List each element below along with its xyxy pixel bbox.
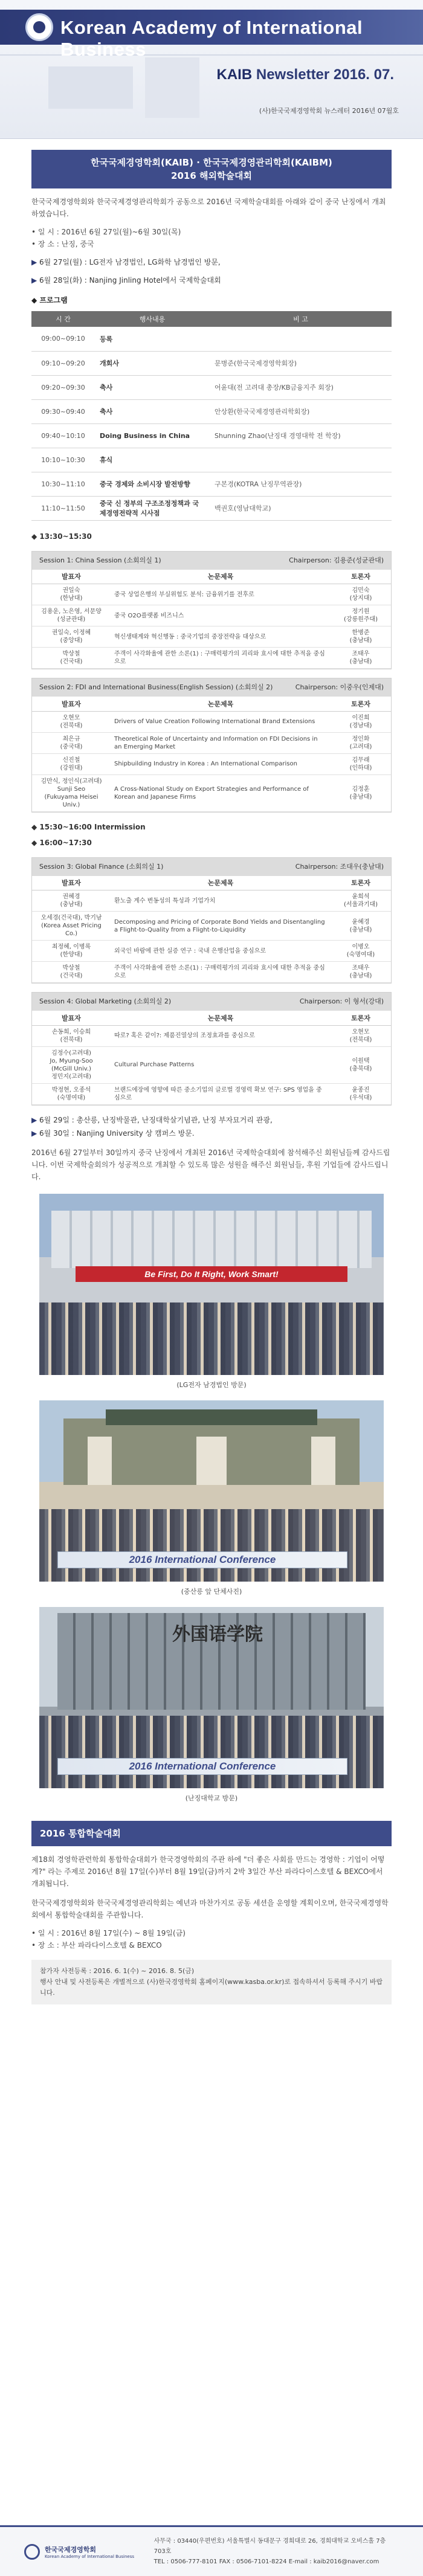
sessions-group-a [31, 551, 392, 813]
section2-intro2: 한국국제경영학회와 한국국제경영관리학회는 예년과 마찬가지로 공동 세션을 운영할 계획이오며, 한국국제경영학회에서 통합학술대회를 주관합니다. [31, 1898, 389, 1919]
session-paper: 주객이 사각화율에 관한 소론(1) : 구매력평가의 괴리와 효시에 대한 추적을 중심으로 [111, 648, 331, 669]
kaib-label: KAIB [216, 66, 253, 83]
session-discussant: 오현모 (전북대) [331, 1025, 391, 1046]
session-presenter: 최은규 (중국대) [32, 732, 111, 753]
footer [0, 2525, 423, 2576]
session-presenter: 김만식, 정인식(고려대) Sunji Seo (Fukuyama Heisei Univ.) [32, 774, 111, 811]
session-row [32, 1046, 391, 1083]
program-note [210, 448, 392, 472]
session-row [32, 648, 391, 669]
day1-text: 6월 27일(월) : LG전자 남경법인, LG화학 남경법인 방문, [39, 258, 221, 266]
program-heading: ◆ 프로그램 [31, 296, 68, 304]
program-time: 09:30~09:40 [31, 399, 95, 423]
session-paper: 따로? 혹은 같이?: 제품진열상의 조정효과를 중심으로 [111, 1025, 331, 1046]
program-time: 09:00~09:10 [31, 327, 95, 351]
program-body [31, 327, 392, 520]
session-title: Session 1: China Session (소회의실 1) [39, 556, 161, 564]
program-note: 구본경(KOTRA 난징무역관장) [210, 472, 392, 496]
program-row [31, 399, 392, 423]
session-presenter: 신진철 (강원대) [32, 753, 111, 774]
session-header [32, 858, 391, 876]
program-header-row [31, 311, 392, 327]
session-row [32, 941, 391, 962]
program-event: 축사 [95, 399, 210, 423]
program-row [31, 472, 392, 496]
newsletter-header [0, 0, 423, 139]
program-time: 09:10~09:20 [31, 351, 95, 375]
section1-title-line2: 2016 해외학술대회 [171, 170, 252, 181]
late-time-line: ◆ 16:00~17:30 [31, 838, 92, 847]
group-people [39, 1509, 384, 1582]
session-paper: 외국인 바람에 관한 실증 연구 : 국내 은행산업을 중심으로 [111, 941, 331, 962]
photo3-banner: 2016 International Conference [57, 1758, 347, 1775]
program-time: 09:20~09:30 [31, 375, 95, 399]
photo1-sign: Be First, Do It Right, Work Smart! [76, 1266, 347, 1282]
program-time: 11:10~11:50 [31, 496, 95, 520]
academy-logo [25, 13, 53, 41]
photo-nanjing-university [39, 1607, 384, 1788]
program-event: 개회사 [95, 351, 210, 375]
session-row [32, 1025, 391, 1046]
session-col-header: 토론자 [331, 1011, 391, 1025]
session-paper: 주객이 사각화율에 관한 소론(1) : 구매력평가의 괴리와 효시에 대한 추적을 중심으로 [111, 962, 331, 983]
session-chair: Chairperson: 김용준(성균관대) [289, 556, 384, 564]
session-paper: Decomposing and Pricing of Corporate Bond Yields and Disentangling a Flight-to-Quality from a Flight-to-Liquidity [111, 912, 331, 941]
session-row [32, 626, 391, 648]
session-header [32, 552, 391, 570]
session-col-header: 발표자 [32, 1011, 111, 1025]
section1-title-line1: 한국국제경영학회(KAIB) · 한국국제경영관리학회(KAIBM) [91, 157, 332, 168]
session-discussant: 조태우 (충남대) [331, 648, 391, 669]
program-note: 안상환(한국국제경영관리학회장) [210, 399, 392, 423]
header-title: Korean Academy of International Business [60, 17, 363, 60]
day2-text: 6월 28일(화) : Nanjing Jinling Hotel에서 국제학술대회 [39, 276, 221, 285]
afternoon-time: 13:30~15:30 [39, 532, 92, 541]
footer-org-en: Korean Academy of International Business [45, 2554, 134, 2559]
program-event: 축사 [95, 375, 210, 399]
session-discussant: 김무래 (인하대) [331, 753, 391, 774]
session-presenter: 오세경(건국대), 박기남 (Korea Asset Pricing Co.) [32, 912, 111, 941]
day3-text: 6월 29일 : 총산릉, 난징박물관, 난징대학살기념관, 난징 부자묘거리 관광, [39, 1115, 273, 1124]
session-discussant: 한병준 (충남대) [331, 626, 391, 648]
session-paper: Theoretical Role of Uncertainty and Information on FDI Decisions in an Emerging Market [111, 732, 331, 753]
session-col-header: 논문제목 [111, 697, 331, 711]
session-title: Session 4: Global Marketing (소회의실 2) [39, 997, 172, 1005]
session-chair: Chairperson: 이중우(인제대) [295, 683, 384, 691]
newsletter-label: Newsletter 2016. 07. [256, 66, 394, 83]
session-discussant: 조태우 (충남대) [331, 962, 391, 983]
day3-line [31, 1114, 392, 1126]
program-event: Doing Business in China [95, 423, 210, 448]
session-header-row [32, 697, 391, 711]
session-col-header: 토론자 [331, 697, 391, 711]
day4-text: 6월 30일 : Nanjing University 상 캠퍼스 방문. [39, 1129, 195, 1138]
session-header-row [32, 876, 391, 890]
session-header [32, 678, 391, 697]
session-paper: A Cross-National Study on Export Strategies and Performance of Korean and Japanese Firms [111, 774, 331, 811]
footer-contact: TEL : 0506-777-8101 FAX : 0506-7101-8224 E-mail : kaib2016@naver.com [153, 2558, 379, 2565]
photo3-sign: 外国语学院 [172, 1623, 263, 1645]
afternoon-time-line: ◆ 13:30~15:30 [31, 532, 92, 541]
section1-intro: 한국국제경영학회와 한국국제경영관리학회가 공동으로 2016년 국제학술대회를 아래와 같이 중국 난징에서 개최하였습니다. [31, 198, 386, 218]
program-row [31, 448, 392, 472]
session-discussant: 김민숙 (상지대) [331, 584, 391, 605]
intermission-line: ◆ 15:30~16:00 Intermission [31, 822, 146, 831]
session-chair: Chairperson: 이 형서(강대) [299, 997, 384, 1005]
program-event: 등록 [95, 327, 210, 351]
late-time: 16:00~17:30 [39, 838, 92, 847]
program-header-event: 행사내용 [95, 311, 210, 327]
arrow-icon: ▶ [31, 258, 40, 266]
group-people [39, 1716, 384, 1788]
session-row [32, 584, 391, 605]
section1-info [31, 226, 392, 250]
sessions-group-b [31, 857, 392, 1106]
program-row [31, 423, 392, 448]
program-row [31, 351, 392, 375]
program-event: 중국 신 정부의 구조조정정책과 국제경영전략적 시사점 [95, 496, 210, 520]
day1-line [31, 256, 392, 268]
session-paper: Cultural Purchase Patterns [111, 1046, 331, 1083]
session-presenter: 권일숙 (한남대) [32, 584, 111, 605]
program-note: 문병준(한국국제경영학회장) [210, 351, 392, 375]
session-header [32, 993, 391, 1011]
session-table [31, 992, 392, 1106]
section2-date: • 일 시 : 2016년 8월 17일(수) ~ 8월 19일(금) [31, 1927, 392, 1939]
main-content [0, 150, 423, 2004]
registration-box: 참가자 사전등록 : 2016. 6. 1(수) ~ 2016. 8. 5(금) 행사 안내 및 사전등록은 개별적으로 (사)한국경영학회 홈페이지(www.kasba.or.kr)로 접속하셔서 등록해 주시기 바랍니다. [31, 1960, 392, 2004]
session-row [32, 732, 391, 753]
session-discussant: 정기원 (강릉원주대) [331, 605, 391, 626]
session-presenter: 오현모 (전북대) [32, 711, 111, 732]
session-table [31, 857, 392, 984]
program-table [31, 311, 392, 521]
program-event: 중국 경제와 소비시장 발전방향 [95, 472, 210, 496]
session-row [32, 774, 391, 811]
program-note: 어윤대(전 고려대 총장/KB금융지주 회장) [210, 375, 392, 399]
footer-org: 한국국제경영학회 [45, 2545, 97, 2554]
program-time: 10:10~10:30 [31, 448, 95, 472]
session-presenter: 박상철 (건국대) [32, 648, 111, 669]
session-paper: 혁신생태계와 혁신행동 : 중국기업의 중장전략을 대상으로 [111, 626, 331, 648]
program-row [31, 375, 392, 399]
photo3-caption: (난징대학교 방문) [185, 1794, 238, 1802]
session-row [32, 711, 391, 732]
session-discussant: 정인화 (고려대) [331, 732, 391, 753]
session-presenter: 김정수(고려대) Jo, Myung-Soo (McGill Univ.) 정민지(고려대) [32, 1046, 111, 1083]
footer-address: 사무국 : 03440(우편번호) 서울특별시 동대문구 경희대로 26, 경희대학교 오비스홀 7층 703호 [153, 2538, 386, 2555]
session-presenter: 손동희, 이승희 (전북대) [32, 1025, 111, 1046]
program-note: Shunning Zhao(난징대 경영대학 전 학장) [210, 423, 392, 448]
place-line: • 장 소 : 난징, 중국 [31, 238, 392, 250]
session-presenter: 김용운, 노은영, 서문양 (성균관대) [32, 605, 111, 626]
session-row [32, 753, 391, 774]
session-col-header: 논문제목 [111, 876, 331, 890]
session-header-row [32, 1011, 391, 1025]
newsletter-issue [217, 66, 394, 83]
session-presenter: 권혜경 (충남대) [32, 890, 111, 912]
session-col-header: 발표자 [32, 697, 111, 711]
session-title: Session 3: Global Finance (소회의실 1) [39, 862, 164, 871]
session-col-header: 토론자 [331, 876, 391, 890]
session-col-header: 발표자 [32, 570, 111, 584]
footer-logo-icon [24, 2544, 40, 2560]
session-discussant: 이병오 (숙명여대) [331, 941, 391, 962]
session-table [31, 551, 392, 670]
program-note [210, 327, 392, 351]
session-row [32, 605, 391, 626]
session-col-header: 논문제목 [111, 1011, 331, 1025]
session-row [32, 912, 391, 941]
date-line: • 일 시 : 2016년 6월 27일(월)~6월 30일(목) [31, 226, 392, 238]
footer-info [154, 2536, 399, 2567]
program-time: 10:30~11:10 [31, 472, 95, 496]
session-col-header: 토론자 [331, 570, 391, 584]
session-presenter: 최정혜, 이병록 (한양대) [32, 941, 111, 962]
section2-intro: 제18회 경영학관련학회 통합학술대회가 한국경영학회의 주관 하에 "더 좋은 사회를 만드는 경영학 : 기업이 어떻게?" 라는 주제로 2016년 8월 17일(수)부터 8월 19일(금)까지 2박 3일간 부산 파라다이스호텔 & BEXCO에서 개최됩니다. [31, 1855, 385, 1888]
group-people [39, 1302, 384, 1375]
session-row [32, 1083, 391, 1104]
session-paper: Shipbuilding Industry in Korea : An International Comparison [111, 753, 331, 774]
program-header-note: 비 고 [210, 311, 392, 327]
arrow-icon: ▶ [31, 276, 40, 285]
program-note: 백권호(영남대학교) [210, 496, 392, 520]
program-header-time: 시 간 [31, 311, 95, 327]
arrow-icon: ▶ [31, 1115, 40, 1124]
session-discussant: 윤희석 (서울과기대) [331, 890, 391, 912]
session-paper: 환노출 계수 변동성의 특성과 기업가치 [111, 890, 331, 912]
day4-line [31, 1127, 392, 1139]
photo2-banner: 2016 International Conference [57, 1551, 347, 1568]
closing-text: 2016년 6월 27일부터 30일까지 중국 난징에서 개최된 2016년 국제학술대회에 참석해주신 회원님들께 감사드립니다. 이번 국제학술회의가 성공적으로 개최할 수 있도록 많은 성원을 해주신 회원님들, 후원 기업들에 감사드립니다. [31, 1148, 390, 1181]
session-col-header: 논문제목 [111, 570, 331, 584]
program-event: 휴식 [95, 448, 210, 472]
footer-logo [24, 2544, 154, 2560]
session-paper: 중국 상업은행의 부실위험도 분석: 금융위기를 전후로 [111, 584, 331, 605]
photo-sun-yat-sen-mausoleum [39, 1400, 384, 1582]
session-col-header: 발표자 [32, 876, 111, 890]
session-paper: Drivers of Value Creation Following International Brand Extensions [111, 711, 331, 732]
session-title: Session 2: FDI and International Business(English Session) (소회의실 2) [39, 683, 273, 691]
section2-info [31, 1927, 392, 1951]
session-discussant: 이진희 (경남대) [331, 711, 391, 732]
day2-line [31, 274, 392, 286]
session-chair: Chairperson: 조대우(충남대) [295, 862, 384, 871]
section1-title [31, 150, 392, 188]
session-discussant: 윤종진 (우석대) [331, 1083, 391, 1104]
session-table [31, 678, 392, 813]
session-paper: 중국 O2O플랫폼 비즈니스 [111, 605, 331, 626]
session-presenter: 박정현, 오종석 (숙명여대) [32, 1083, 111, 1104]
program-row [31, 327, 392, 351]
intermission: 15:30~16:00 Intermission [39, 822, 146, 831]
section2-title: 2016 통합학술대회 [31, 1821, 392, 1846]
session-row [32, 890, 391, 912]
photo1-caption: (LG전자 남경법인 방문) [176, 1380, 247, 1389]
program-label: 프로그램 [39, 296, 68, 304]
session-presenter: 박상철 (건국대) [32, 962, 111, 983]
arrow-icon: ▶ [31, 1129, 40, 1138]
session-header-row [32, 570, 391, 584]
program-time: 09:40~10:10 [31, 423, 95, 448]
session-discussant: 이원택 (충북대) [331, 1046, 391, 1083]
session-discussant: 윤혜경 (충남대) [331, 912, 391, 941]
session-row [32, 962, 391, 983]
session-presenter: 권일숙, 이정혜 (중앙대) [32, 626, 111, 648]
session-paper: 브랜드에장에 영향에 따른 중소기업의 글로벌 경영력 확보 연구: SPS 영업을 중심으로 [111, 1083, 331, 1104]
photo-lg-electronics [39, 1194, 384, 1375]
program-row [31, 496, 392, 520]
photo2-caption: (중산릉 앞 단체사진) [181, 1587, 242, 1596]
org-line: (사)한국국제경영학회 뉴스레터 2016년 07월호 [259, 107, 399, 115]
section2-place: • 장 소 : 부산 파라다이스호텔 & BEXCO [31, 1939, 392, 1951]
session-discussant: 김정훈 (충남대) [331, 774, 391, 811]
